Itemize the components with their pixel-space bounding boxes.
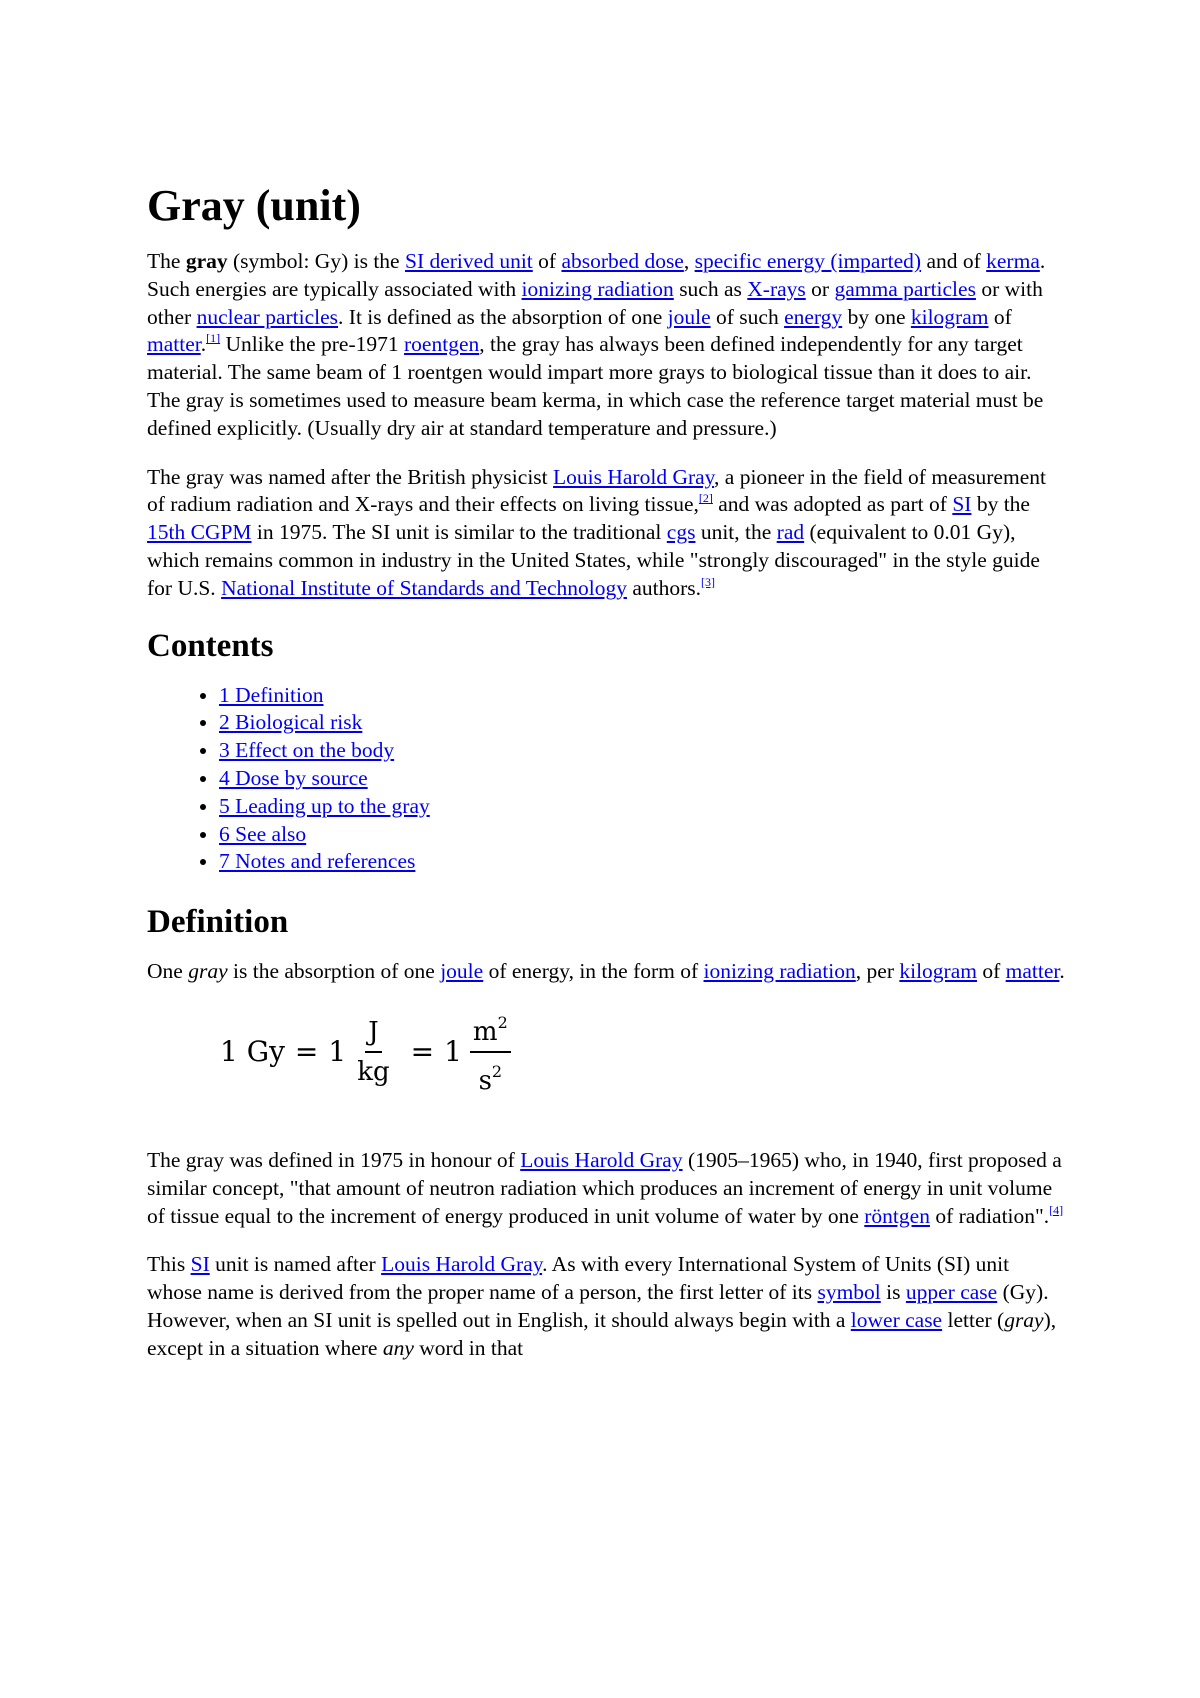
italic-term: gray [1004,1307,1044,1332]
article [147,178,1067,1384]
text: The gray was named after the British physicist [147,464,554,489]
definition-heading: Definition [147,904,289,941]
toc-link-biological-risk[interactable]: 2 Biological risk [219,710,363,735]
link-rontgen[interactable]: röntgen [864,1203,930,1228]
link-symbol[interactable]: symbol [817,1280,881,1305]
intro-paragraph-1 [147,248,1067,443]
toc-link-leading-up[interactable]: 5 Leading up to the gray [219,793,430,818]
definition-paragraph-1 [147,958,1067,986]
text: is [880,1280,906,1305]
intro-paragraph-2 [147,464,1067,603]
text: and was adopted as part of [712,492,953,517]
citation-2[interactable]: [2] [698,491,713,506]
text: authors. [626,575,702,600]
toc-item [219,737,1067,765]
text: . [1059,959,1065,984]
formula-coefficient-1: 1 [328,1035,347,1069]
text: unit is named after [209,1252,382,1277]
link-upper-case[interactable]: upper case [905,1280,998,1305]
link-matter[interactable]: matter [147,332,201,357]
text: by one [842,304,911,329]
italic-term: any [382,1335,414,1360]
definition-paragraph-2 [147,1147,1067,1230]
fraction-numerator [470,1008,511,1053]
toc-link-definition[interactable]: 1 Definition [219,682,324,707]
text: letter ( [942,1307,1005,1332]
link-si[interactable]: SI [952,492,972,517]
link-lower-case[interactable]: lower case [850,1307,943,1332]
fraction-denominator: kg [357,1056,390,1087]
text: of energy, in the form of [483,959,704,984]
link-energy[interactable]: energy [784,304,843,329]
link-joule[interactable]: joule [440,959,484,984]
toc-item [219,821,1067,849]
citation-1[interactable]: [1] [206,331,221,346]
formula-equals: = [410,1035,435,1069]
link-matter[interactable]: matter [1005,959,1060,984]
text: One [147,959,189,984]
text: such as [673,276,748,301]
link-ionizing-radiation[interactable]: ionizing radiation [703,959,856,984]
text: of such [710,304,785,329]
toc-link-notes-references[interactable]: 7 Notes and references [219,849,416,874]
toc-item [219,848,1067,876]
text: of [532,249,562,273]
text: or with other [147,276,1043,329]
fraction-numerator: J [365,1017,381,1053]
link-kilogram[interactable]: kilogram [899,959,977,984]
text: , a pioneer in the field of measurement of radium radiation and X-rays and their effects on living tissue, [147,464,1046,517]
link-ionizing-radiation[interactable]: ionizing radiation [521,276,674,301]
link-gamma-particles[interactable]: gamma particles [834,276,976,301]
text: word in that [413,1335,524,1360]
text: This [147,1252,191,1277]
text: (equivalent to 0.01 Gy), which remains common in industry in the United States, while "strongly discouraged" in the style guide for U.S. [147,520,1040,600]
link-15th-cgpm[interactable]: 15th CGPM [147,520,252,545]
text: of radiation". [929,1203,1050,1228]
text: in 1975. The SI unit is similar to the traditional [251,520,667,545]
base: s [478,1065,492,1096]
base: m [472,1016,498,1047]
text: is the absorption of one [227,959,441,984]
link-louis-harold-gray[interactable]: Louis Harold Gray [381,1252,543,1277]
table-of-contents [147,682,1067,877]
link-nuclear-particles[interactable]: nuclear particles [196,304,339,329]
page-title: Gray (unit) [147,181,361,230]
link-joule[interactable]: joule [667,304,711,329]
toc-item [219,765,1067,793]
link-absorbed-dose[interactable]: absorbed dose [561,249,684,273]
fraction-denominator [476,1053,506,1096]
formula-coefficient-2: 1 [444,1035,462,1069]
text: , per [855,959,900,984]
text: (symbol: Gy) is the [227,249,405,273]
text: of [988,304,1012,329]
link-nist[interactable]: National Institute of Standards and Technology [221,575,627,600]
formula-fraction-j-kg [354,1017,392,1087]
text: Unlike the pre-1971 [220,332,405,357]
formula-lhs: 1 Gy [220,1035,285,1069]
text: (1905–1965) who, in 1940, first proposed a similar concept, "that amount of neutron radiation which produces an increment of energy in unit volume of tissue equal to the increment of energy produced in unit volume of water by one [147,1147,1062,1228]
toc-link-dose-by-source[interactable]: 4 Dose by source [219,765,368,790]
exponent: 2 [497,1012,508,1032]
link-kilogram[interactable]: kilogram [910,304,989,329]
text: . [200,332,207,357]
link-louis-harold-gray[interactable]: Louis Harold Gray [553,464,715,489]
link-rad[interactable]: rad [776,520,805,545]
link-si[interactable]: SI [190,1252,210,1277]
text: , the gray has always been defined independently for any target material. The same beam of 1 roentgen would impart more grays to biological tissue than it does to air. The gray is sometimes used to measure beam kerma, in which case the reference target material must be defined explicitly. (Usually dry air at standard temperature and pressure.) [147,332,1044,440]
text: , [683,249,695,273]
toc-item [219,793,1067,821]
italic-term: gray [188,959,228,984]
bold-term: gray [185,249,228,273]
text: . It is defined as the absorption of one [338,304,668,329]
text: The [147,249,186,273]
link-x-rays[interactable]: X-rays [747,276,806,301]
toc-item [219,709,1067,737]
citation-4[interactable]: [4] [1049,1202,1064,1217]
exponent: 2 [491,1061,503,1081]
text: (Gy). However, when an SI unit is spelled out in English, it should always begin with a [147,1280,1049,1332]
text: or [805,276,835,301]
gray-formula [220,1007,1067,1097]
text: of [976,959,1006,984]
toc-item [219,682,1067,710]
toc-link-see-also[interactable]: 6 See also [219,821,307,846]
text: unit, the [695,520,777,545]
link-si-derived-unit[interactable]: SI derived unit [404,249,533,273]
text: ), except in a situation where [147,1307,1057,1360]
link-kerma[interactable]: kerma [986,249,1040,273]
text: . Such energies are typically associated with [147,249,1046,301]
text: The gray was defined in 1975 in honour of [147,1147,521,1172]
definition-paragraph-3 [147,1251,1067,1362]
formula-equals: = [294,1035,319,1069]
formula-fraction-m2-s2 [470,1008,511,1096]
contents-heading: Contents [147,627,274,664]
link-louis-harold-gray[interactable]: Louis Harold Gray [520,1147,683,1172]
link-roentgen[interactable]: roentgen [404,332,480,357]
citation-3[interactable]: [3] [701,574,716,589]
toc-link-effect-on-body[interactable]: 3 Effect on the body [219,738,395,763]
text: and of [921,249,987,273]
text: . As with every International System of Units (SI) unit whose name is derived from the proper name of a person, the first letter of its [147,1252,1010,1305]
text: by the [971,492,1030,517]
link-specific-energy[interactable]: specific energy (imparted) [694,249,922,273]
link-cgs[interactable]: cgs [666,520,696,545]
